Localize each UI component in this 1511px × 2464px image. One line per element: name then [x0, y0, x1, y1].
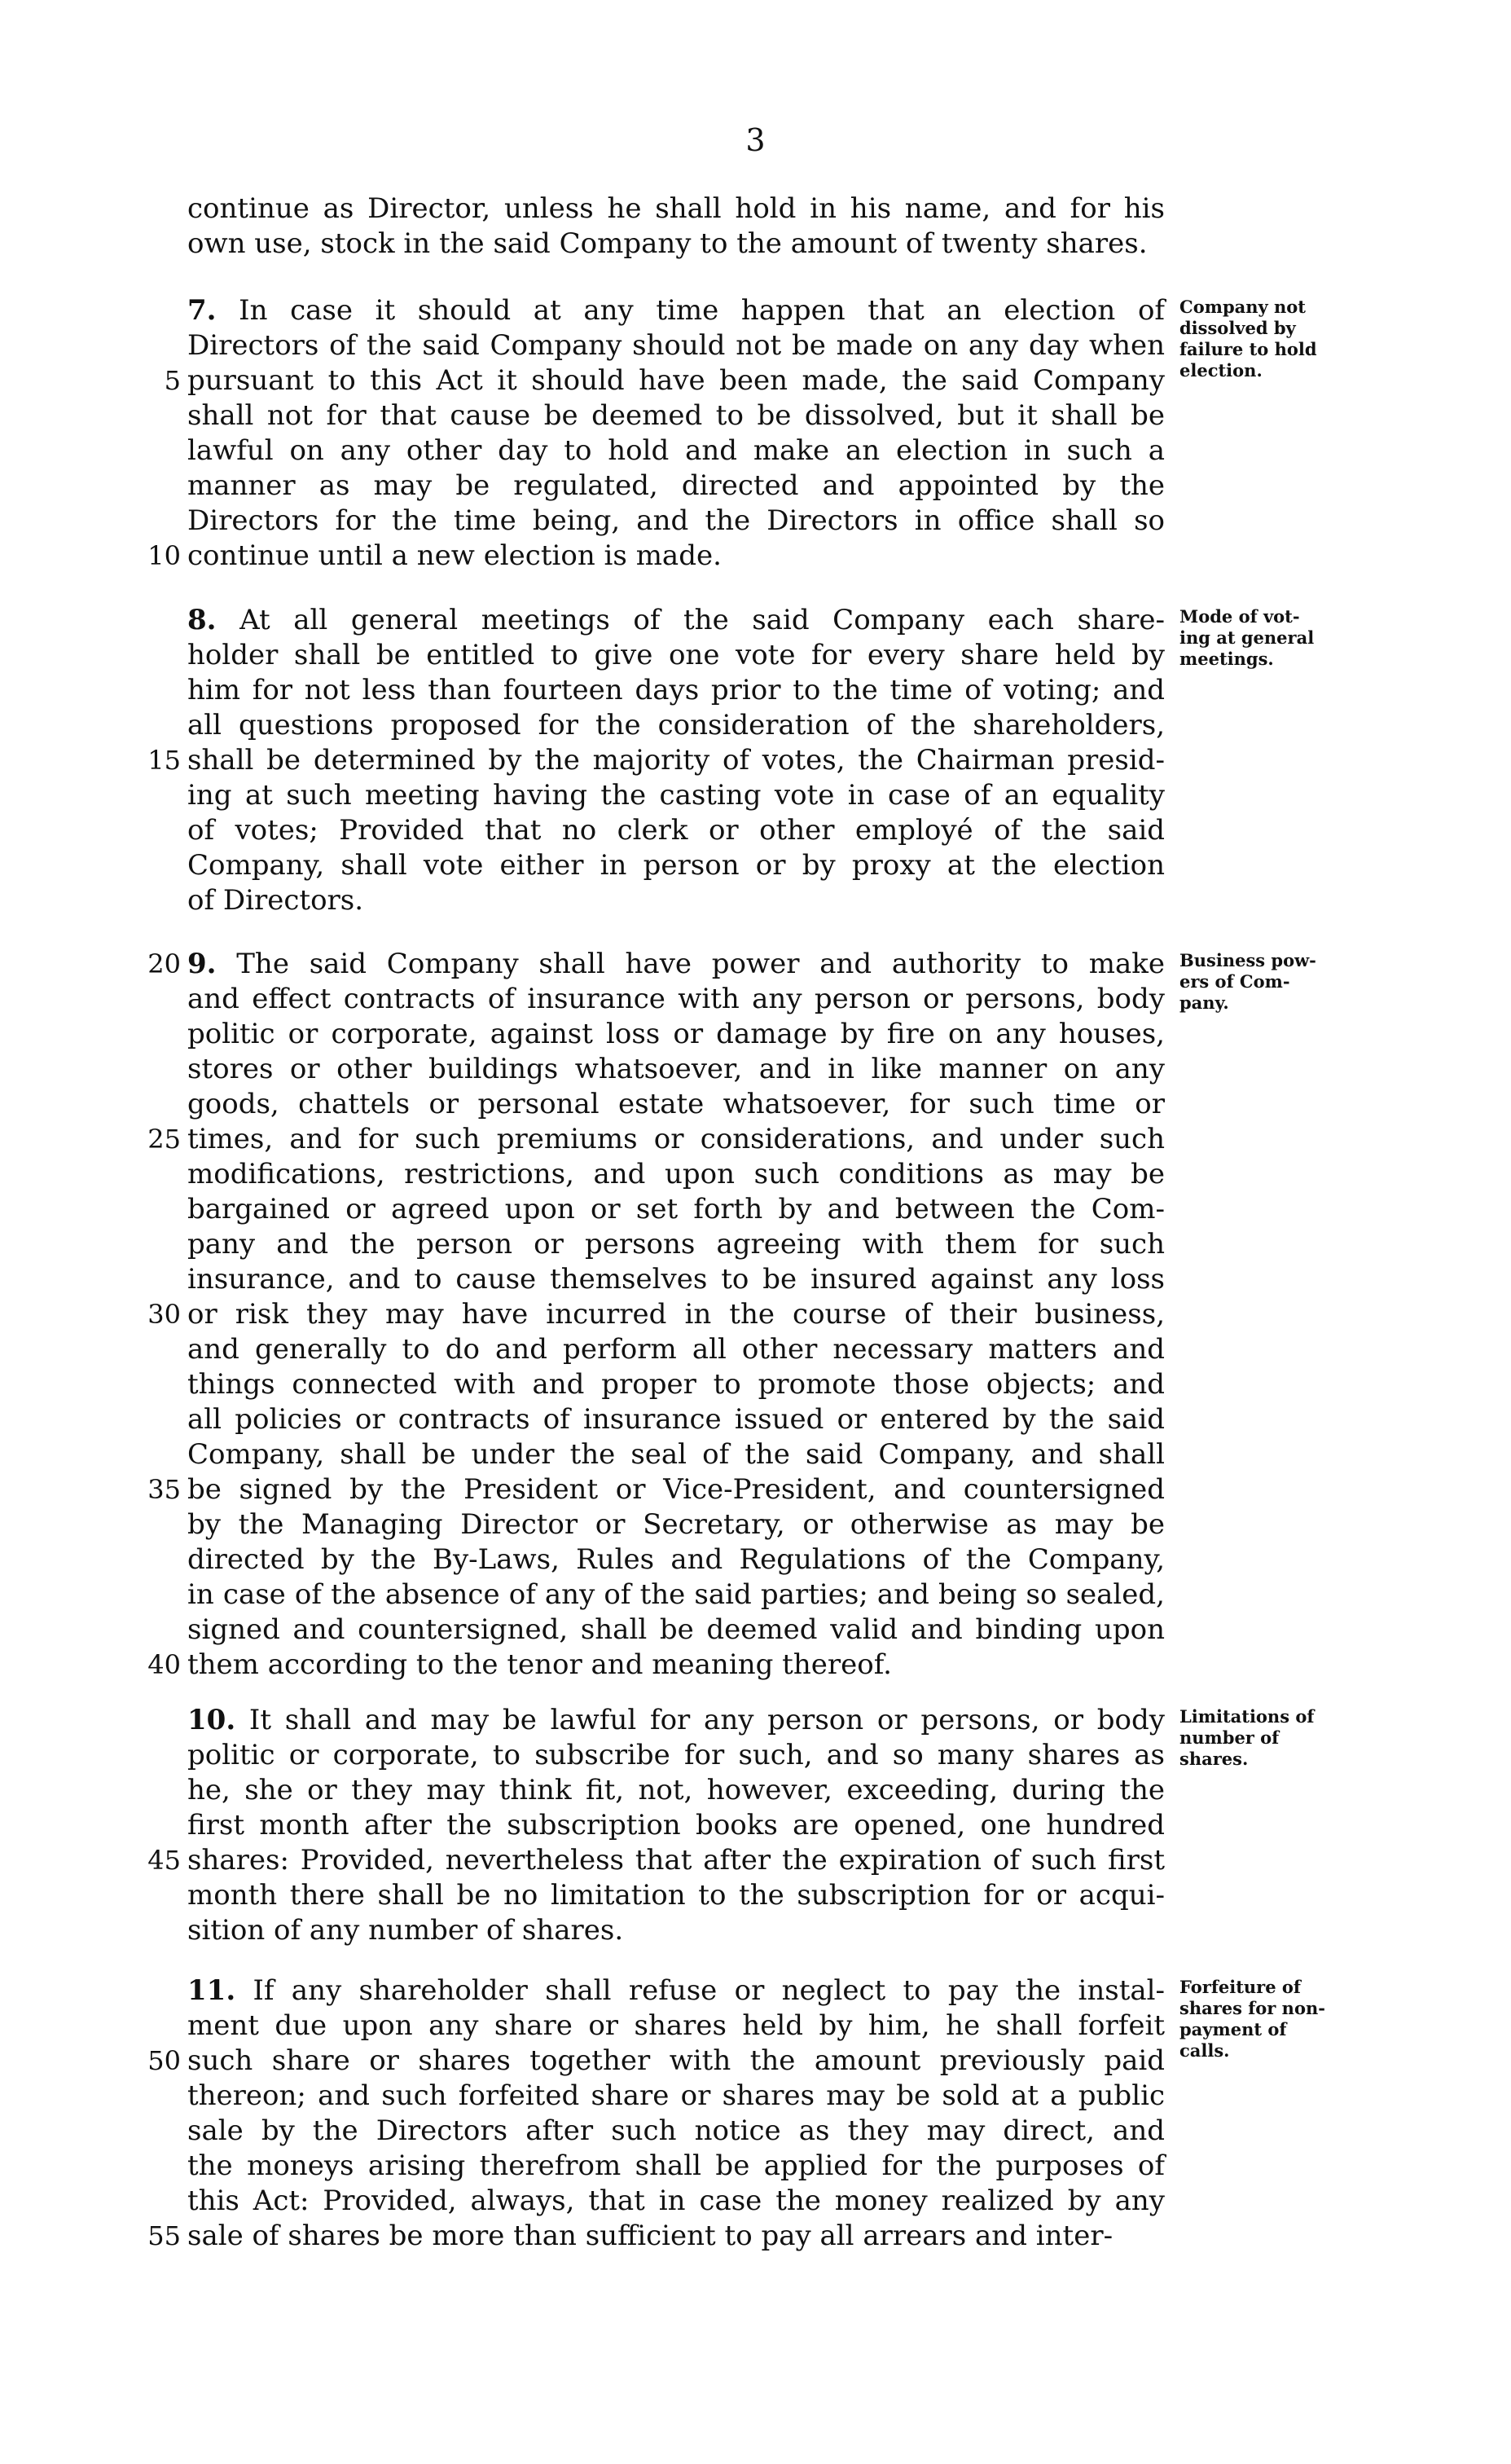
margin-note-line: pany. [1179, 992, 1229, 1013]
text-line [187, 1613, 1165, 1648]
line-text: all policies or contracts of insurance issued or entered by the said [187, 1403, 1165, 1436]
line-text: or risk they may have incurred in the course of their business, [187, 1298, 1165, 1331]
text-line [187, 673, 1165, 708]
line-text: ment due upon any share or shares held by him, he shall forfeit [187, 2009, 1165, 2042]
line-text: signed and countersigned, shall be deemed valid and binding upon [187, 1613, 1165, 1646]
text-line [187, 1472, 1165, 1507]
line-text: of Directors. [187, 884, 364, 917]
line-text: directed by the By-Laws, Rules and Regulations of the Company, [187, 1543, 1165, 1576]
margin-note-line: number of [1179, 1727, 1280, 1748]
text-line [187, 2219, 1165, 2254]
line-text: politic or corporate, against loss or damage by fire on any houses, [187, 1018, 1165, 1050]
line-text: in case of the absence of any of the said parties; and being so sealed, [187, 1578, 1165, 1611]
line-text: by the Managing Director or Secretary, or otherwise as may be [187, 1508, 1165, 1541]
text-line [187, 1507, 1165, 1542]
line-text: modifications, restrictions, and upon such conditions as may be [187, 1158, 1165, 1190]
text-line [187, 1227, 1165, 1262]
text-line [187, 603, 1165, 638]
text-line [187, 2149, 1165, 2184]
line-number: 15 [147, 745, 181, 776]
line-text: Directors of the said Company should not be made on any day when [187, 329, 1165, 362]
margin-note-line: ing at general [1179, 627, 1315, 648]
margin-note [1179, 606, 1367, 670]
margin-note [1179, 1706, 1367, 1770]
margin-note-line: Mode of vot- [1179, 606, 1300, 627]
text-line [187, 227, 1165, 262]
line-text: continue until a new election is made. [187, 539, 722, 572]
text-line [187, 1157, 1165, 1192]
text-line [187, 2009, 1165, 2044]
line-text: continue as Director, unless he shall hold in his name, and for his [187, 192, 1165, 225]
line-text: sition of any number of shares. [187, 1914, 624, 1947]
margin-note-line: dissolved by [1179, 318, 1296, 338]
text-line [187, 539, 1165, 574]
line-text: manner as may be regulated, directed and appointed by the [187, 469, 1165, 502]
line-text: thereon; and such forfeited share or shares may be sold at a public [187, 2079, 1165, 2112]
text-line [187, 363, 1165, 398]
text-line [187, 813, 1165, 848]
line-number: 55 [147, 2220, 181, 2251]
line-text: holder shall be entitled to give one vote for every share held by [187, 639, 1165, 671]
line-text: pany and the person or persons agreeing with them for such [187, 1228, 1165, 1261]
text-line [187, 1577, 1165, 1613]
line-text: the moneys arising therefrom shall be applied for the purposes of [187, 2149, 1165, 2182]
line-text: stores or other buildings whatsoever, and in like manner on any [187, 1053, 1165, 1085]
line-text: things connected with and proper to promote those objects; and [187, 1368, 1165, 1401]
line-text: of votes; Provided that no clerk or other employé of the said [187, 814, 1165, 847]
line-text: shall be determined by the majority of votes, the Chairman presid- [187, 744, 1165, 777]
line-text: shall not for that cause be deemed to be dissolved, but it shall be [187, 399, 1165, 432]
line-text: and generally to do and perform all other necessary matters and [187, 1333, 1165, 1366]
text-line [187, 1973, 1165, 2009]
line-text: Company, shall be under the seal of the said Company, and shall [187, 1438, 1165, 1471]
line-text: such share or shares together with the amount previously paid [187, 2044, 1165, 2077]
line-text: this Act: Provided, always, that in case the money realized by any [187, 2185, 1165, 2217]
text-line [187, 2114, 1165, 2149]
text-line [187, 1542, 1165, 1577]
text-line [187, 1808, 1165, 1843]
text-line [187, 1738, 1165, 1773]
text-line [187, 504, 1165, 539]
line-text: In case it should at any time happen that an election of [216, 294, 1165, 327]
line-text: goods, chattels or personal estate whatsoever, for such time or [187, 1088, 1165, 1120]
line-text: lawful on any other day to hold and make an election in such a [187, 434, 1165, 467]
text-line [187, 1052, 1165, 1087]
text-line [187, 883, 1165, 918]
text-line [187, 1773, 1165, 1808]
section-number: 11. [187, 1974, 236, 2007]
text-line [187, 469, 1165, 504]
text-line [187, 1122, 1165, 1157]
margin-note-line: shares for non- [1179, 1998, 1325, 2018]
margin-note-line: payment of [1179, 2019, 1287, 2039]
text-line [187, 982, 1165, 1017]
margin-note-line: failure to hold [1179, 339, 1317, 359]
line-number: 10 [147, 540, 181, 571]
text-line [187, 1332, 1165, 1367]
text-line [187, 638, 1165, 673]
line-text: be signed by the President or Vice-President, and countersigned [187, 1473, 1165, 1506]
text-line [187, 1703, 1165, 1738]
text-line [187, 708, 1165, 743]
text-line [187, 191, 1165, 227]
line-text: month there shall be no limitation to the subscription for or acqui- [187, 1879, 1165, 1912]
line-number: 30 [147, 1299, 181, 1330]
line-number: 40 [147, 1649, 181, 1680]
line-text: bargained or agreed upon or set forth by and between the Com- [187, 1193, 1165, 1225]
margin-note-line: election. [1179, 360, 1263, 381]
text-line [187, 1437, 1165, 1472]
text-line [187, 1017, 1165, 1052]
margin-note-line: shares. [1179, 1749, 1249, 1769]
text-line [187, 2079, 1165, 2114]
text-line [187, 1402, 1165, 1437]
section-number: 7. [187, 294, 217, 327]
margin-note-line: Business pow- [1179, 950, 1316, 970]
line-text: politic or corporate, to subscribe for such, and so many shares as [187, 1739, 1165, 1771]
line-text: own use, stock in the said Company to the amount of twenty shares. [187, 227, 1148, 260]
line-text: The said Company shall have power and authority to make [216, 948, 1165, 980]
margin-note-line: meetings. [1179, 649, 1274, 669]
margin-note-line: calls. [1179, 2040, 1230, 2061]
text-line [187, 328, 1165, 363]
margin-note-line: Limitations of [1179, 1706, 1315, 1727]
line-text: pursuant to this Act it should have been made, the said Company [187, 364, 1165, 397]
line-text: and effect contracts of insurance with any person or persons, body [187, 983, 1165, 1015]
margin-note-line: ers of Com- [1179, 971, 1290, 992]
line-text: It shall and may be lawful for any person or persons, or body [235, 1704, 1165, 1736]
text-line [187, 947, 1165, 982]
text-line [187, 1913, 1165, 1948]
line-number: 5 [164, 365, 181, 396]
line-text: all questions proposed for the consideration of the shareholders, [187, 709, 1165, 741]
text-line [187, 433, 1165, 469]
margin-note [1179, 297, 1367, 381]
line-number: 35 [147, 1474, 181, 1505]
line-text: insurance, and to cause themselves to be insured against any loss [187, 1263, 1165, 1296]
section-number: 8. [187, 604, 217, 636]
text-line [187, 2044, 1165, 2079]
text-line [187, 743, 1165, 778]
line-text: At all general meetings of the said Company each share- [216, 604, 1165, 636]
text-line [187, 1297, 1165, 1332]
line-text: him for not less than fourteen days prior to the time of voting; and [187, 674, 1165, 706]
line-text: first month after the subscription books are opened, one hundred [187, 1809, 1165, 1841]
text-line [187, 398, 1165, 433]
text-line [187, 778, 1165, 813]
text-line [187, 2184, 1165, 2219]
line-text: times, and for such premiums or considerations, and under such [187, 1123, 1165, 1155]
line-text: If any shareholder shall refuse or neglect to pay the instal- [235, 1974, 1165, 2007]
line-text: shares: Provided, nevertheless that after the expiration of such first [187, 1844, 1165, 1877]
text-line [187, 1843, 1165, 1878]
line-text: Directors for the time being, and the Directors in office shall so [187, 504, 1165, 537]
section-number: 10. [187, 1704, 236, 1736]
page-number: 3 [745, 122, 766, 158]
line-text: ing at such meeting having the casting vote in case of an equality [187, 779, 1165, 812]
line-number: 50 [147, 2045, 181, 2076]
line-number: 45 [147, 1845, 181, 1876]
line-text: them according to the tenor and meaning thereof. [187, 1648, 892, 1681]
margin-note-line: Company not [1179, 297, 1306, 317]
text-line [187, 1087, 1165, 1122]
line-text: Company, shall vote either in person or by proxy at the election [187, 849, 1165, 882]
section-number: 9. [187, 948, 217, 980]
text-line [187, 293, 1165, 328]
text-line [187, 1878, 1165, 1913]
margin-note [1179, 950, 1367, 1014]
margin-note-line: Forfeiture of [1179, 1977, 1301, 1997]
margin-note [1179, 1977, 1367, 2061]
text-line [187, 1367, 1165, 1402]
line-text: he, she or they may think fit, not, however, exceeding, during the [187, 1774, 1165, 1806]
line-number: 20 [147, 948, 181, 979]
text-line [187, 1648, 1165, 1683]
line-number: 25 [147, 1124, 181, 1155]
line-text: sale by the Directors after such notice as they may direct, and [187, 2114, 1165, 2147]
text-line [187, 848, 1165, 883]
text-line [187, 1192, 1165, 1227]
text-line [187, 1262, 1165, 1297]
line-text: sale of shares be more than sufficient to pay all arrears and inter- [187, 2220, 1113, 2252]
